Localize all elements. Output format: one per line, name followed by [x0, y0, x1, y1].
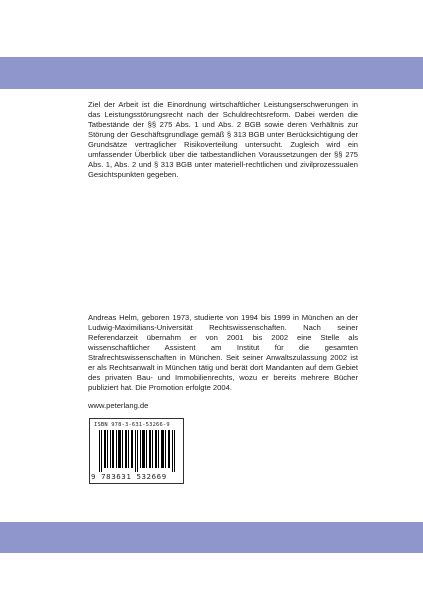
bottom-color-band: [0, 522, 423, 553]
isbn-label: ISBN 978-3-631-53266-9: [94, 422, 170, 428]
description-paragraph: Ziel der Arbeit ist die Einordnung wirtschaftlicher Leistungserschwerungen in das Leistungsstörungsrecht nach der Schuldrechtsreform. Dabei werden die Tatbestände der §§ 275 Abs. 1 und Abs. 2 BGB sowie deren Verhältnis zur Störung der Geschäftsgrundlage gemäß § 313 BGB unter Berücksichtigung der Grundsätze vertraglicher Risikoverteilung untersucht. Zugleich wird ein umfassender Überblick über die tatbestandlichen Voraussetzungen der §§ 275 Abs. 1, Abs. 2 und § 313 BGB unter materiell-rechtlichen und zivilprozessualen Gesichtspunkten gegeben.: [88, 100, 358, 179]
barcode-digits: 9 783631 532669: [91, 472, 167, 481]
author-biography-paragraph: Andreas Helm, geboren 1973, studierte von 1994 bis 1999 in München an der Ludwig-Maximilians-Universität Rechtswissenschaften. Nach seiner Referendarzeit übernahm er von 2001 bis 2002 eine Stelle als wissenschaftlicher Assistent am Institut für die gesamten Strafrechtswissenschaften in München. Seit seiner Anwaltszulassung 2002 ist er als Rechtsanwalt in München tätig und berät dort Mandanten auf dem Gebiet des privaten Bau- und Immobilienrechts, wozu er bereits mehrere Bücher publiziert hat. Die Promotion erfolgte 2004.: [88, 313, 358, 392]
top-color-band: [0, 57, 423, 89]
barcode-bars: [95, 430, 181, 472]
publisher-website-link[interactable]: www.peterlang.de: [88, 401, 149, 410]
isbn-barcode: [89, 418, 184, 484]
